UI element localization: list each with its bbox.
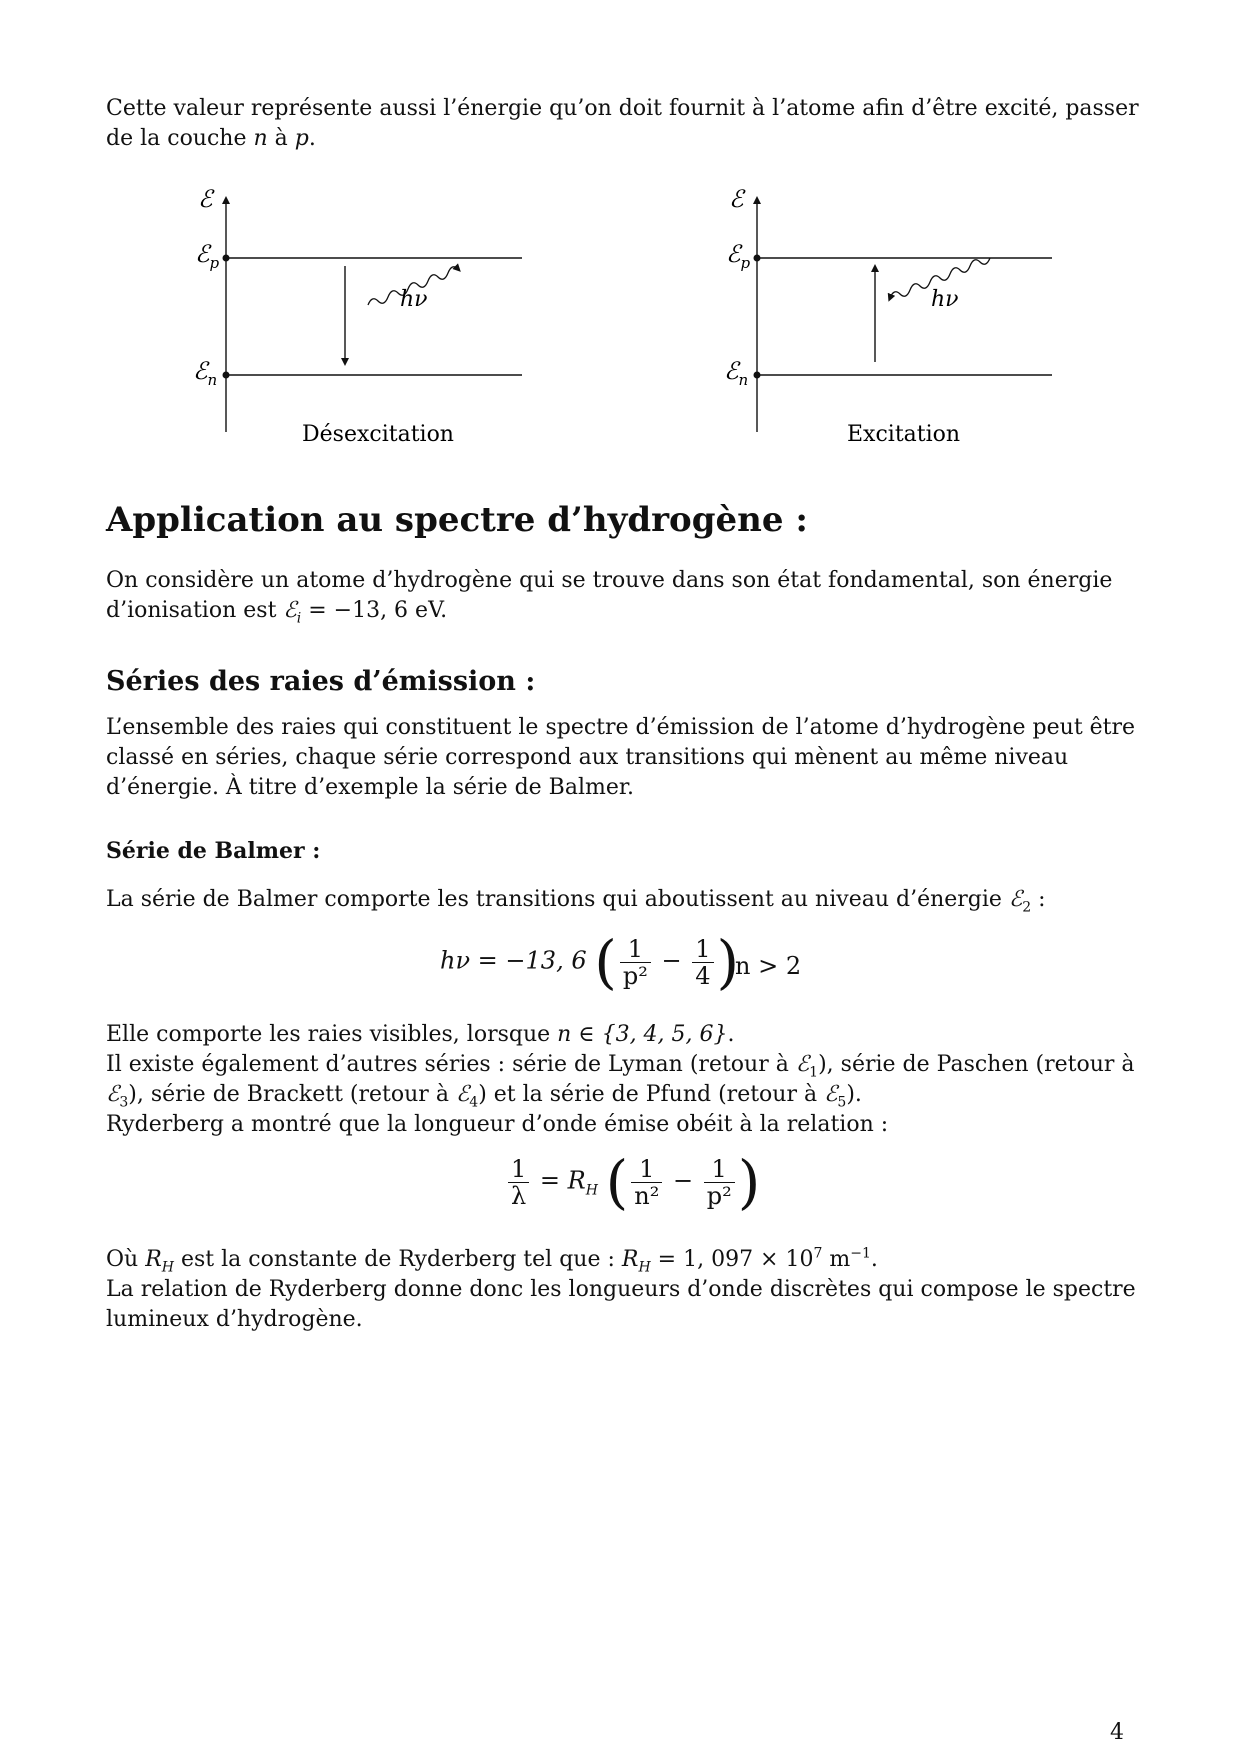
fraction-num: 1 (704, 1156, 735, 1183)
level-p-dot (754, 255, 761, 262)
energy-level-diagrams (0, 170, 1240, 460)
level-p-label: ℰ$_p$ (726, 240, 751, 272)
level-symbol: ℰ (1008, 887, 1023, 912)
constant-unit: m (822, 1247, 851, 1272)
level-sub: 5 (837, 1094, 847, 1111)
level-n-dot (754, 372, 761, 379)
paragraph-text: ) et la série de Pfund (retour à (478, 1082, 825, 1107)
paragraph-text: On considère un atome d’hydrogène qui se trouve dans son état fondamental, son énergie d’ionisation est (106, 568, 1113, 623)
subsection-title: Séries des raies d’émission : (106, 666, 536, 697)
level-symbol: ℰ (455, 1082, 470, 1107)
level-sub: 4 (469, 1094, 479, 1111)
fraction-num: 1 (620, 936, 651, 963)
rydberg-intro-line: Ryderberg a montré que la longueur d’onde émise obéit à la relation : (106, 1112, 889, 1137)
intro-var-p: p (294, 126, 309, 151)
paragraph-text: : (1031, 887, 1046, 912)
rh-sub: H (638, 1259, 651, 1276)
paragraph-text: Elle comporte les raies visibles, lorsque (106, 1022, 558, 1047)
fraction-den: n² (634, 1181, 660, 1210)
level-p-dot (223, 255, 230, 262)
hydrogen-paragraph (106, 566, 1156, 626)
fraction (704, 1156, 735, 1209)
level-n-label: ℰ$_n$ (193, 357, 218, 389)
photon-label: hν (931, 287, 959, 312)
closing-line: La relation de Ryderberg donne donc les longueurs d’onde discrètes qui compose le spectre lumineux d’hydrogène. (106, 1277, 1136, 1332)
equation-paren: ( (594, 928, 617, 996)
energy-axis-label: ℰ (729, 185, 744, 213)
level-n-dot (223, 372, 230, 379)
equation-minus: − (672, 1166, 694, 1195)
paragraph-text: ). (846, 1082, 862, 1107)
paragraph-text: Il existe également d’autres séries : série de Lyman (retour à (106, 1052, 796, 1077)
paragraph-text: ), série de Brackett (retour à (128, 1082, 456, 1107)
inline-math: n ∈ {3, 4, 5, 6} (557, 1022, 728, 1047)
level-symbol: ℰ (824, 1082, 838, 1107)
photon-label: hν (400, 287, 428, 312)
level-symbol: ℰ (795, 1052, 810, 1077)
fraction-num: 1 (631, 1156, 662, 1183)
paragraph-text: est la constante de Ryderberg tel que : (174, 1247, 622, 1272)
paragraph-text: . (870, 1247, 878, 1272)
rh-symbol: R (145, 1247, 162, 1272)
rh-sub: H (161, 1259, 174, 1276)
fraction-den: λ (511, 1181, 527, 1210)
desexcitation-caption: Désexcitation (302, 422, 454, 447)
intro-text: à (267, 126, 295, 151)
intro-text: . (308, 126, 316, 151)
equation-mid-sub: H (585, 1182, 598, 1199)
paragraph-text: . (727, 1022, 735, 1047)
equation-paren: ) (716, 928, 740, 996)
fraction-den: p² (706, 1181, 732, 1210)
balmer-condition: n > 2 (735, 952, 802, 980)
ionization-value: = −13, 6 eV. (301, 598, 448, 623)
fraction (631, 1156, 662, 1209)
equation-paren: ( (605, 1148, 629, 1216)
balmer-paragraph (106, 885, 1156, 915)
fraction-num: 1 (508, 1156, 529, 1183)
ionization-symbol: ℰ (283, 598, 297, 623)
level-sub: 2 (1022, 899, 1032, 916)
level-n-label: ℰ$_n$ (724, 357, 749, 389)
page-number: 4 (1110, 1720, 1124, 1745)
fraction (692, 936, 713, 989)
paragraph-text: Où (106, 1247, 146, 1272)
equation-lhs: hν = −13, 6 (440, 946, 587, 975)
fraction-den: p² (622, 961, 648, 990)
visible-lines-line (106, 1020, 1156, 1050)
level-symbol: ℰ (106, 1082, 120, 1107)
excitation-diagram (724, 185, 1052, 447)
constant-value: = 1, 097 × 10 (650, 1247, 814, 1272)
paragraph-text: ), série de Paschen (retour à (818, 1052, 1135, 1077)
constant-exponent: 7 (813, 1245, 823, 1262)
unit-exponent: −1 (850, 1245, 871, 1262)
section-title: Application au spectre d’hydrogène : (106, 500, 808, 540)
emission-series-paragraph: L’ensemble des raies qui constituent le spectre d’émission de l’atome d’hydrogène peut être classé en séries, chaque série correspond aux transitions qui mènent au même niveau d’énergie. À titre d’exemple la série de Balmer. (106, 715, 1136, 800)
equation-paren: ) (737, 1148, 761, 1216)
balmer-title: Série de Balmer : (106, 838, 321, 864)
intro-paragraph (106, 94, 1156, 154)
energy-axis-label: ℰ (198, 185, 213, 213)
level-sub: 3 (119, 1094, 129, 1111)
series-list-line (106, 1050, 1156, 1110)
level-sub: 1 (809, 1064, 819, 1081)
desexcitation-diagram (193, 185, 522, 447)
rydberg-equation (505, 1148, 761, 1216)
rh-symbol: R (621, 1247, 639, 1272)
other-series-paragraph (106, 1020, 1156, 1140)
fraction (508, 1156, 529, 1209)
fraction-den: 4 (695, 961, 711, 990)
excitation-caption: Excitation (847, 422, 961, 447)
paragraph-text: La série de Balmer comporte les transitions qui aboutissent au niveau d’énergie (106, 887, 1009, 912)
fraction-num: 1 (692, 936, 713, 963)
equation-minus: − (661, 946, 682, 975)
closing-paragraph (106, 1245, 1156, 1335)
rydberg-constant-line (106, 1245, 1156, 1275)
equation-mid: = R (539, 1166, 586, 1195)
intro-var-n: n (253, 126, 268, 151)
intro-text: Cette valeur représente aussi l’énergie qu’on doit fournit à l’atome afin d’être excité, passer de la couche (106, 96, 1139, 151)
fraction (620, 936, 651, 989)
balmer-equation (440, 928, 740, 996)
level-p-label: ℰ$_p$ (195, 240, 220, 272)
ionization-sub: i (296, 610, 302, 627)
